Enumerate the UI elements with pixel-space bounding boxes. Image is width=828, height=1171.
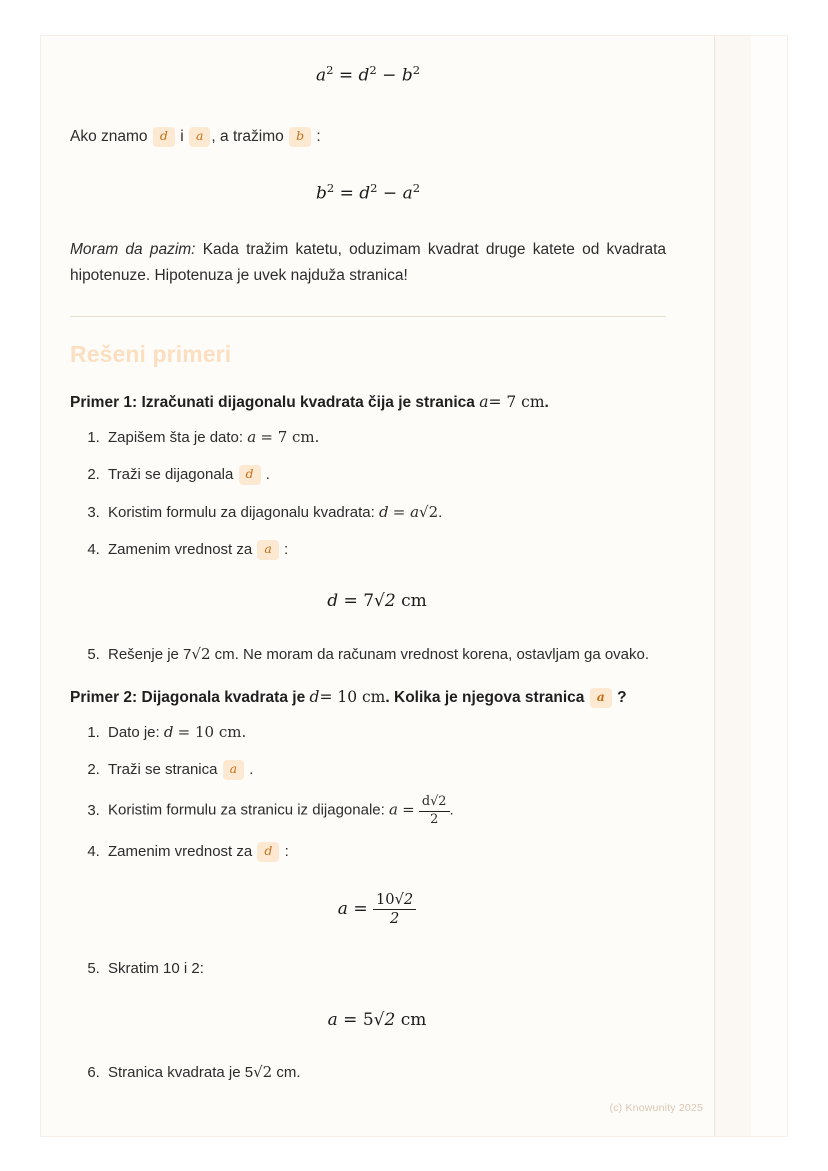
document-page — [41, 36, 787, 1136]
list-item — [104, 795, 666, 826]
known-suffix: : — [316, 127, 321, 145]
display-coef: 5 — [362, 1009, 374, 1030]
example2-display-formula-1 — [88, 892, 666, 927]
example1-display-formula — [88, 588, 666, 615]
formula2-term2-exp: 2 — [412, 180, 421, 195]
example2-display-formula-2 — [88, 1007, 666, 1034]
example1-heading-dot: . — [544, 393, 549, 411]
step-text: Koristim formulu za stranicu iz dijagonale: — [108, 802, 385, 820]
step-punct: : — [284, 842, 289, 860]
formula-term2-exp: 2 — [412, 63, 421, 77]
known-conjunction: i — [180, 127, 184, 145]
display-equals: = — [343, 591, 358, 612]
chip-a: a — [223, 760, 244, 780]
fraction-num-root: √2 — [394, 890, 414, 908]
list-item — [104, 957, 666, 1034]
list-item — [104, 758, 666, 782]
formula2-term1-exp: 2 — [370, 180, 378, 195]
step-var: d — [163, 723, 174, 742]
example1-heading-var: a — [479, 392, 489, 411]
formula-term1: d — [358, 65, 370, 86]
display-lhs: a — [337, 898, 348, 919]
note-emphasis: Moram da pazim: — [70, 241, 196, 259]
display-root: √2 — [374, 591, 396, 612]
formula2-term1: d — [359, 183, 371, 204]
formula2-equals: = — [339, 183, 354, 204]
fraction-denominator: 2 — [389, 909, 400, 927]
list-item — [104, 642, 666, 667]
step-punct: : — [284, 541, 289, 559]
section-title: Rešeni primeri — [70, 340, 232, 367]
display-unit: cm — [401, 591, 427, 612]
display-lhs: d — [327, 591, 339, 612]
list-item — [104, 500, 666, 525]
document-body — [70, 36, 666, 1098]
step-text: Stranica kvadrata je 5 — [108, 1064, 254, 1082]
formula-term1-exp: 2 — [369, 63, 377, 77]
copyright-footer: (c) Knowunity 2025 — [609, 1102, 703, 1114]
known-prefix: Ako znamo — [70, 127, 148, 145]
step-text: Traži se stranica — [108, 761, 218, 779]
list-item — [104, 840, 666, 927]
chip-a: a — [189, 127, 210, 147]
list-item — [104, 425, 666, 450]
step-value: = 10 cm. — [177, 723, 247, 742]
step-text: Zamenim vrednost za — [108, 541, 253, 559]
formula-b-squared — [70, 181, 666, 204]
step-punct: . — [249, 761, 254, 779]
list-item — [104, 1060, 666, 1085]
step-var: a — [247, 428, 257, 447]
step-fraction — [419, 795, 450, 826]
section-divider — [70, 316, 666, 317]
step-text: Zamenim vrednost za — [108, 842, 253, 860]
chip-d: d — [153, 127, 175, 147]
fraction-denominator: 2 — [430, 811, 439, 827]
fraction-numerator — [373, 892, 416, 910]
list-item — [104, 463, 666, 487]
step-root: √2 — [191, 644, 211, 663]
page-content-area — [41, 36, 751, 1136]
step-text: Koristim formulu za dijagonalu kvadrata: — [108, 504, 375, 522]
example1-steps — [70, 425, 666, 666]
step-equals: = — [402, 801, 415, 820]
chip-d: d — [239, 465, 261, 485]
example2-heading-question: ? — [617, 688, 627, 706]
step-punct: . — [449, 802, 454, 820]
display-equals: = — [343, 1009, 358, 1030]
step-text-tail: cm. Ne moram da računam vrednost korena, ostavljam ga ovako. — [214, 645, 650, 663]
step-punct: . — [265, 466, 270, 484]
formula-lhs-exp: 2 — [326, 63, 334, 77]
note-text: Kada tražim katetu, oduzimam kvadrat druge katete od kvadrata hipotenuze. Hipotenuza je uvek najduža stranica! — [70, 241, 666, 284]
list-item — [104, 538, 666, 615]
chip-b: b — [289, 127, 311, 147]
display-unit: cm — [400, 1009, 427, 1030]
step-root: √2 — [419, 503, 439, 522]
fraction-numerator: d√2 — [419, 795, 450, 811]
known-values-line — [70, 124, 666, 149]
step-punct: . — [438, 504, 443, 522]
example2-heading-text2: . Kolika je njegova stranica — [385, 688, 585, 706]
step-value: = 7 cm. — [260, 428, 320, 447]
example2-steps — [70, 720, 666, 1085]
example2-heading-var: d — [309, 687, 320, 706]
example1-heading-text: Primer 1: Izračunati dijagonalu kvadrata čija je stranica — [70, 393, 475, 411]
list-item — [104, 720, 666, 745]
formula2-lhs: b — [315, 183, 327, 204]
example2-heading-eq: = 10 cm — [319, 687, 386, 706]
warning-note — [70, 237, 666, 287]
step-text-tail: cm. — [276, 1064, 301, 1082]
formula-term2: b — [401, 65, 413, 86]
step-text: Traži se dijagonala — [108, 466, 234, 484]
example1-heading — [70, 390, 666, 416]
step-text: Zapišem šta je dato: — [108, 429, 244, 447]
formula-equals: = — [338, 65, 354, 86]
formula-minus: − — [382, 65, 397, 86]
display-coef: 7 — [363, 591, 375, 612]
formula2-minus: − — [382, 183, 398, 204]
known-middle: , a tražimo — [211, 127, 284, 145]
display-root: √2 — [373, 1009, 396, 1030]
step-var: d — [378, 503, 389, 522]
chip-a: a — [257, 540, 278, 560]
step-root: √2 — [253, 1063, 273, 1082]
chip-a: a — [590, 688, 612, 708]
step-var: a — [388, 801, 398, 820]
example2-heading — [70, 685, 666, 711]
page-right-margin-strip — [714, 36, 751, 1136]
formula2-lhs-exp: 2 — [326, 180, 335, 195]
step-text: Skratim 10 i 2: — [108, 959, 204, 977]
example2-heading-text: Primer 2: Dijagonala kvadrata je — [70, 688, 306, 706]
step-formula: = a — [392, 503, 420, 522]
formula2-term2: a — [402, 183, 413, 204]
example1-heading-eq: = 7 cm — [488, 392, 545, 411]
step-text: Rešenje je 7 — [108, 645, 192, 663]
formula-a-squared — [70, 63, 666, 86]
display-fraction — [373, 892, 416, 927]
step-text: Dato je: — [108, 724, 160, 742]
display-lhs: a — [327, 1009, 338, 1030]
fraction-num-coef: 10 — [376, 890, 395, 908]
display-equals: = — [353, 898, 368, 919]
formula-lhs: a — [315, 65, 327, 86]
chip-d: d — [257, 842, 279, 862]
